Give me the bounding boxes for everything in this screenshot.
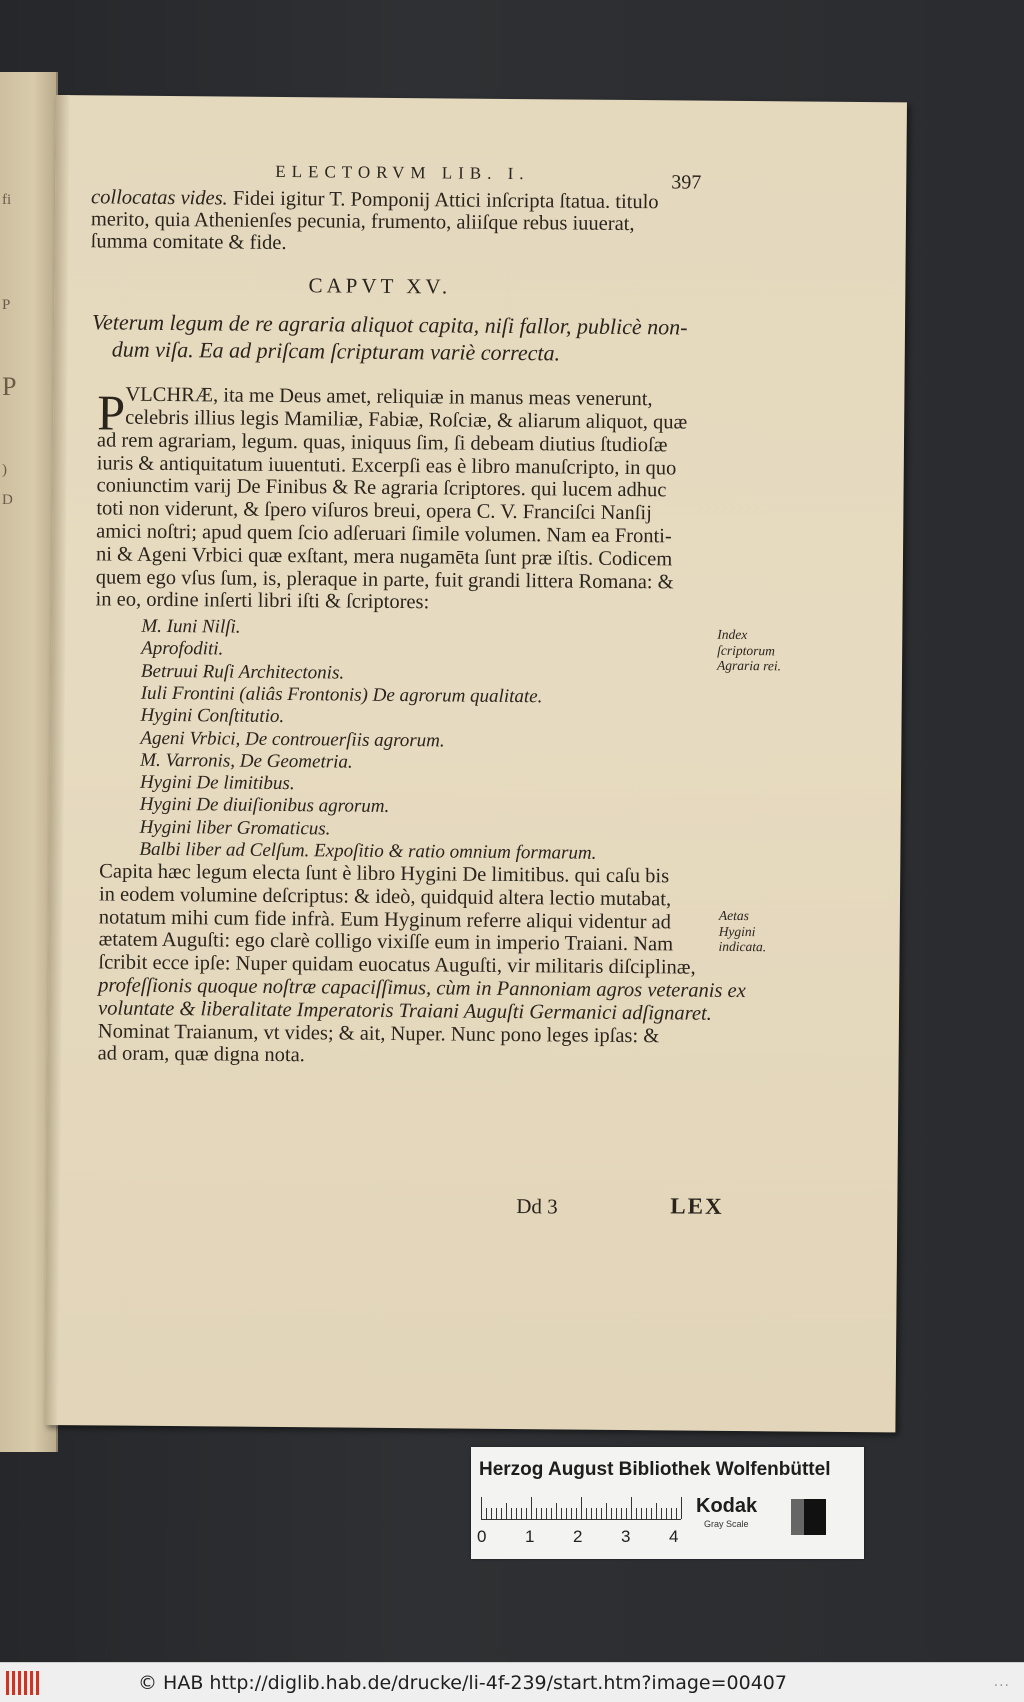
text-line: celebris illius legis Mamiliæ, Fabiæ, Roſciæ, & aliarum aliquot, quæ [125,406,688,434]
index-list-item: M. Varronis, De Geometria. [140,749,353,773]
ruler-tick [526,1508,527,1519]
chapter-summary-line: dum viſa. Ea ad priſcam ſcripturam variè correcta. [111,336,561,366]
index-list-item: Hygini De limitibus. [139,771,295,795]
ruler-tick [596,1508,597,1519]
text-line: quem ego vſus ſum, is, pleraque in parte, fuit grandi littera Romana: & [95,565,674,594]
library-name: Herzog August Bibliothek Wolfenbüttel [479,1459,831,1480]
facing-page-fragment: D [2,492,13,508]
chapter-summary-line: Veterum legum de re agraria aliquot capita, niſi fallor, publicè non- [91,309,688,340]
brand-logo: Kodak [696,1495,758,1517]
footer-url-link[interactable]: © HAB http://diglib.hab.de/drucke/li-4f-239/start.htm?image=00407 [138,1672,787,1694]
text-line: profeſſionis quoque noſtræ capaciſſimus, cùm in Pannoniam agros veteranis ex [98,974,746,1003]
scale-ruler [481,1497,681,1520]
ruler-tick [646,1508,647,1519]
scale-label: 2 [573,1527,583,1546]
index-list-item: Aprofoditi. [141,638,224,660]
ruler-tick [611,1508,612,1519]
ruler-tick [546,1508,547,1519]
text-line: coniunctim varij De Finibus & Re agraria ſcriptores. qui lucem adhuc [96,474,667,502]
running-head: ELECTORVM LIB. I. [275,161,530,184]
text-line: ad rem agrariam, legum. quas, iniquus ſim, ſi debeam diutius ſtudioſæ [96,429,668,457]
index-list-item: M. Iuni Nilſi. [141,615,241,638]
ruler-tick [681,1497,682,1519]
margin-note-index: Index ſcriptorum Agraria rei. [716,626,782,674]
ruler-tick [616,1508,617,1519]
signature-mark: Dd 3 [516,1194,558,1219]
ruler-tick [481,1497,482,1519]
text-line: ad oram, quæ digna nota. [97,1042,305,1067]
facing-page-fragment: fi [2,192,12,208]
ruler-tick [581,1497,582,1519]
text-line: in eodem volumine deſcriptus: & ideò, quidquid altera lectio mutabat, [98,883,672,911]
ruler-tick [561,1508,562,1519]
text-line: amici noſtri; apud quem ſcio adſeruari ſimile volumen. Nam ea Fronti- [96,520,672,548]
catchword: LEX [670,1193,724,1219]
ruler-tick [676,1508,677,1519]
facing-page-fragment: P [2,297,11,313]
more-icon[interactable]: ... [993,1674,1010,1690]
ruler-tick [531,1497,532,1519]
index-list-item: Ageni Vrbici, De controuerſiis agrorum. [140,727,445,751]
text-line: merito, quia Athenienſes pecunia, frumento, aliiſque rebus iuuerat, [90,208,635,236]
ruler-tick [656,1503,657,1519]
ruler-tick [551,1508,552,1519]
ruler-tick [486,1508,487,1519]
margin-note-aetas: Aetas Hygini indicata. [718,907,767,955]
ruler-tick [621,1508,622,1519]
ruler-tick [631,1497,632,1519]
index-list-item: Hygini liber Gromaticus. [139,816,331,840]
page-number: 397 [671,171,702,194]
scale-label: 1 [525,1527,535,1546]
text-line: iuris & antiquitatum iuuentuti. Excerpſi eas è libro manuſcripto, in quo [96,451,677,480]
ruler-tick [626,1508,627,1519]
text-line: ni & Ageni Vrbici quæ exſtant, mera nugamēta ſunt præ iſtis. Codicem [95,543,673,571]
gray-scale-label: Gray Scale [704,1519,749,1529]
text-line: toti non viderunt, & ſpero viſuros breui, opera C. V. Franciſci Nanſij [96,497,652,525]
index-list-item: Hygini Conſtitutio. [140,704,285,728]
ruler-tick [521,1508,522,1519]
ruler-tick [576,1508,577,1519]
ruler-tick [606,1503,607,1519]
scale-label: 0 [477,1527,487,1546]
hab-logo-icon[interactable] [6,1671,42,1695]
text-fragment: Fidei igitur T. Pomponij Attici inſcripta ſtatua. titulo [227,187,659,214]
text-line: Capita hæc legum electa ſunt è libro Hygini De limitibus. qui caſu bis [99,860,670,888]
gray-patch [791,1499,804,1535]
ruler-tick [651,1508,652,1519]
ruler-tick [666,1508,667,1519]
text-line: ſcribit ecce ipſe: Nuper quidam euocatus Auguſti, vir militaris diſciplinæ, [98,951,696,979]
index-list-item: Hygini De diuiſionibus agrorum. [139,794,390,818]
ruler-tick [491,1508,492,1519]
ruler-tick [556,1503,557,1519]
index-list-item: Betruui Ruſi Architectonis. [140,660,345,684]
black-patch [804,1499,826,1535]
ruler-tick [636,1508,637,1519]
ruler-tick [571,1508,572,1519]
ruler-tick [506,1503,507,1519]
book-page [44,95,907,1432]
ruler-tick [661,1508,662,1519]
text-line: notatum mihi cum fide infrà. Eum Hyginum referre aliqui videntur ad [98,905,672,933]
ruler-tick [541,1508,542,1519]
color-calibration-bar [471,1447,864,1559]
ruler-tick [566,1508,567,1519]
text-line: ſumma comitate & fide. [90,230,287,255]
drop-cap: P [96,384,126,441]
ruler-tick [671,1508,672,1519]
first-text-line: VLCHRÆ, ita me Deus amet, reliquiæ in manus meas venerunt, [125,383,653,411]
text-line: voluntate & liberalitate Imperatoris Traiani Auguſti Germanici adſignaret. [97,997,712,1025]
ruler-tick [601,1508,602,1519]
ruler-tick [511,1508,512,1519]
ruler-tick [586,1508,587,1519]
text-line: ætatem Auguſti: ego clarè colligo vixiſſe eum in imperio Traiani. Nam [98,928,674,956]
scale-label: 3 [621,1527,631,1546]
text-line: Nominat Traianum, vt vides; & ait, Nuper. Nunc pono leges ipſas: & [97,1019,660,1047]
scale-label: 4 [669,1527,679,1546]
footer-bar [0,1662,1024,1702]
ruler-tick [496,1508,497,1519]
index-list-item: Balbi liber ad Celſum. Expoſitio & ratio omnium formarum. [139,838,597,864]
ruler-tick [516,1508,517,1519]
index-list-item: Iuli Frontini (aliâs Frontonis) De agrorum qualitate. [140,682,543,708]
ruler-tick [591,1508,592,1519]
ruler-tick [641,1508,642,1519]
facing-page-fragment: ) [2,462,7,478]
text-line: in eo, ordine inſerti libri iſti & ſcriptores: [95,588,430,614]
facing-page-fragment: P [2,372,17,401]
ruler-tick [536,1508,537,1519]
italic-phrase: collocatas vides. [91,186,228,210]
chapter-heading: CAPVT XV. [308,273,452,299]
ruler-tick [501,1508,502,1519]
